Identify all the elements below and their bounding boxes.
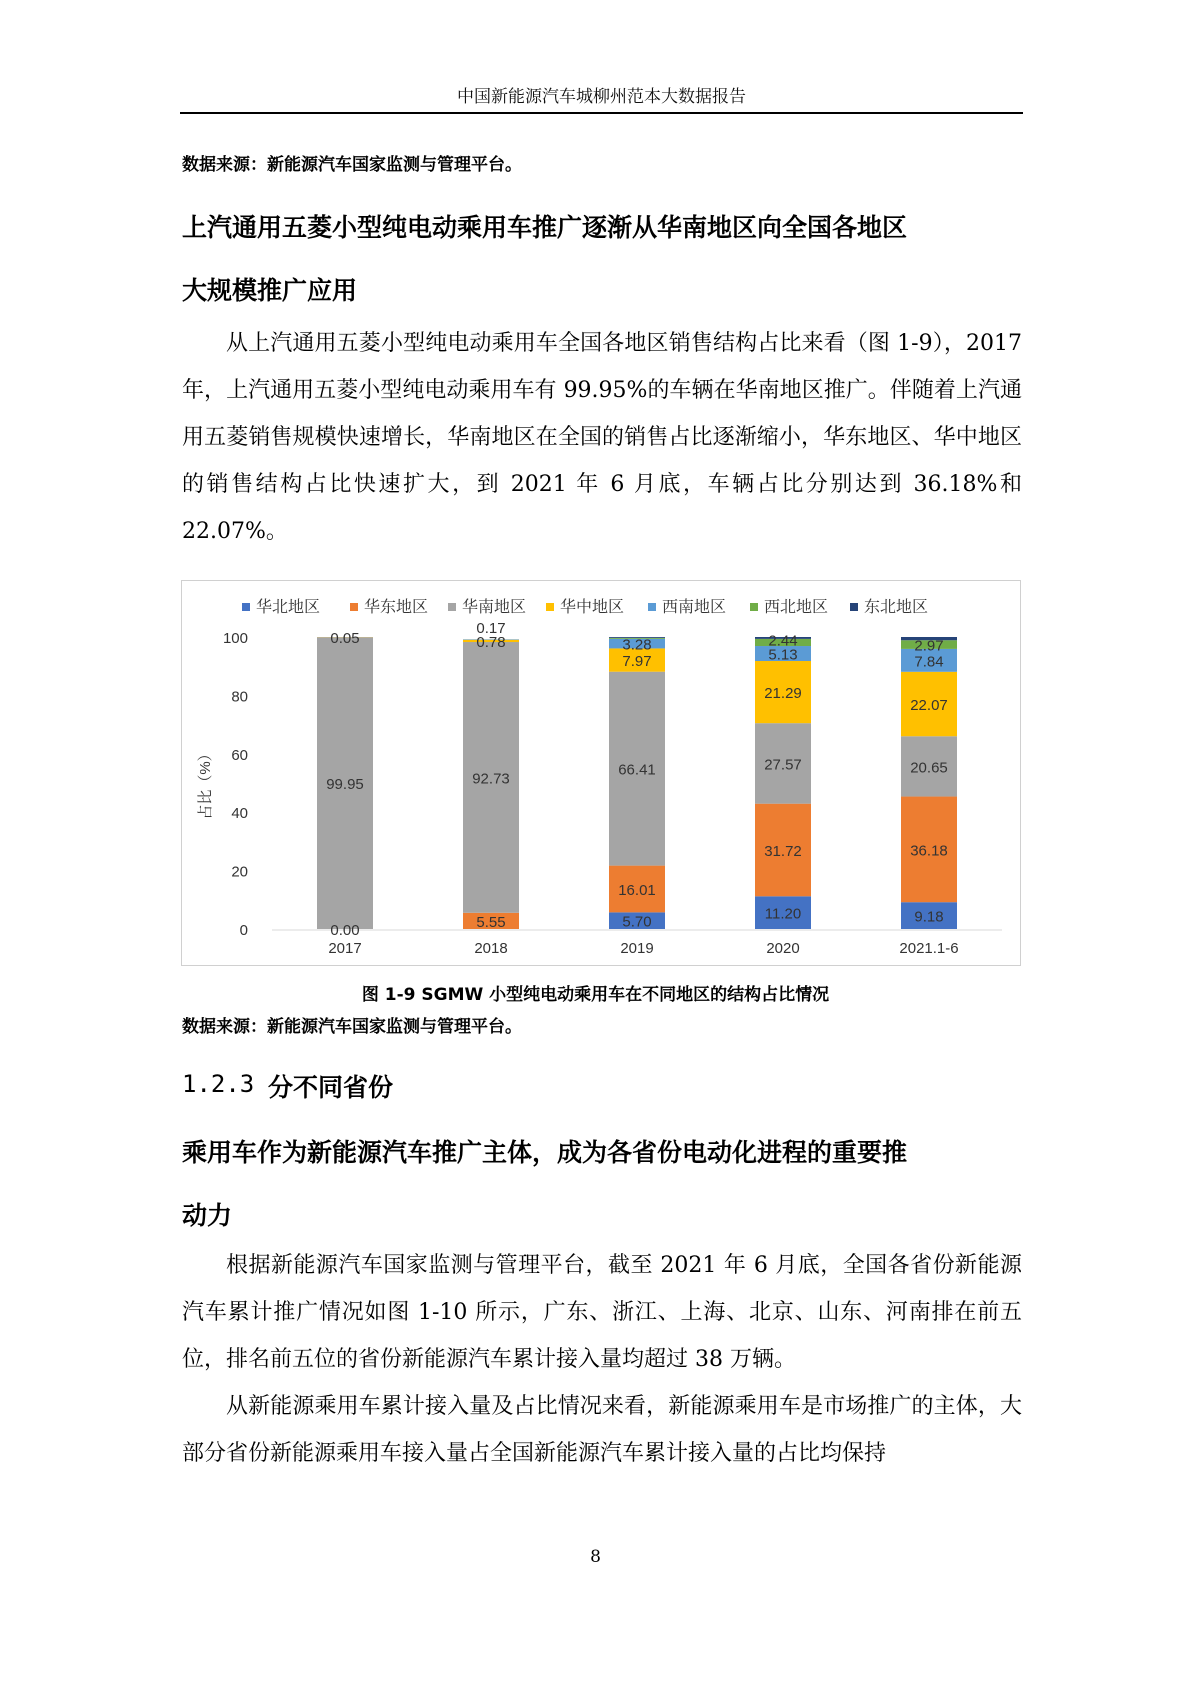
section-title: 分不同省份	[268, 1073, 394, 1102]
x-tick-label: 2021.1-6	[899, 940, 959, 957]
data-label: 16.01	[618, 881, 656, 899]
legend-label: 华东地区	[364, 599, 429, 616]
data-label: 0.00	[330, 922, 360, 939]
paragraph-2: 根据新能源汽车国家监测与管理平台，截至 2021 年 6 月底，全国各省份新能源汽车累计推广情况如图 1-10 所示，广东、浙江、上海、北京、山东、河南排在前五位，排名前五位的省份新能源汽车累计接入量均超过 38 万辆。	[182, 1253, 1022, 1372]
x-tick-label: 2017	[328, 940, 362, 957]
y-tick-label: 100	[222, 630, 248, 647]
figure-caption: 图 1-9 SGMW 小型纯电动乘用车在不同地区的结构占比情况	[361, 985, 830, 1005]
running-header: 中国新能源汽车城柳州范本大数据报告	[457, 87, 746, 107]
data-label: 5.70	[622, 913, 652, 931]
data-label: 66.41	[618, 761, 656, 779]
legend-swatch	[350, 603, 358, 611]
data-label: 0.05	[330, 630, 360, 648]
data-label: 27.57	[764, 756, 802, 774]
chart-svg	[182, 581, 1020, 965]
data-label: 20.65	[910, 759, 948, 777]
paragraph-3: 从新能源乘用车累计接入量及占比情况来看，新能源乘用车是市场推广的主体，大部分省份新能源乘用车接入量占全国新能源汽车累计接入量的占比均保持	[182, 1394, 1022, 1466]
data-label: 2.44	[768, 632, 798, 650]
page-number: 8	[590, 1547, 601, 1567]
data-label: 3.28	[622, 636, 652, 654]
subsection-heading-line2: 动力	[182, 1201, 233, 1230]
legend-label: 西南地区	[662, 599, 727, 616]
data-label: 0.78	[476, 633, 506, 651]
data-source-note-bottom: 数据来源：新能源汽车国家监测与管理平台。	[182, 1017, 522, 1037]
x-tick-label: 2018	[474, 940, 508, 957]
data-label: 21.29	[764, 685, 802, 703]
section-heading-line1: 上汽通用五菱小型纯电动乘用车推广逐渐从华南地区向全国各地区	[182, 213, 908, 242]
legend-label: 华中地区	[560, 599, 625, 616]
y-tick-label: 0	[239, 922, 248, 939]
y-axis-label: 占比（%）	[197, 746, 214, 820]
data-label: 0.17	[476, 619, 506, 637]
data-label: 11.20	[764, 905, 802, 923]
legend-swatch	[546, 603, 554, 611]
stacked-bar-chart	[181, 580, 1021, 966]
section-number: 1.2.3	[182, 1070, 255, 1098]
paragraph-1: 从上汽通用五菱小型纯电动乘用车全国各地区销售结构占比来看（图 1-9），2017 年，上汽通用五菱小型纯电动乘用车有 99.95%的车辆在华南地区推广。伴随着上汽通用五菱销售规模快速增长，华南地区在全国的销售占比逐渐缩小，华东地区、华中地区的销售结构占比快速扩大，到 2021 年 6 月底，车辆占比分别达到 36.18%和 22.07%。	[182, 331, 1022, 544]
data-label: 92.73	[472, 770, 510, 788]
legend-label: 华南地区	[462, 599, 527, 616]
data-label: 36.18	[910, 842, 948, 860]
data-label: 7.84	[914, 653, 944, 671]
y-tick-label: 20	[231, 863, 248, 881]
data-label: 31.72	[764, 842, 802, 860]
y-tick-label: 80	[231, 688, 248, 706]
section-heading-line2: 大规模推广应用	[182, 276, 358, 305]
data-label: 22.07	[910, 697, 948, 715]
subsection-heading-line1: 乘用车作为新能源汽车推广主体，成为各省份电动化进程的重要推	[182, 1138, 908, 1167]
x-tick-label: 2019	[620, 940, 654, 957]
legend-label: 华北地区	[256, 599, 321, 616]
legend-swatch	[242, 603, 250, 611]
data-label: 9.18	[914, 908, 944, 926]
data-label: 2.97	[914, 637, 944, 655]
data-source-note: 数据来源：新能源汽车国家监测与管理平台。	[182, 155, 522, 175]
legend-swatch	[648, 603, 656, 611]
data-label: 5.13	[768, 646, 798, 664]
x-tick-label: 2020	[766, 940, 800, 957]
y-tick-label: 40	[231, 805, 248, 823]
legend-swatch	[750, 603, 758, 611]
data-label: 7.97	[622, 653, 652, 671]
legend-swatch	[448, 603, 456, 611]
legend-swatch	[850, 603, 858, 611]
y-tick-label: 60	[231, 746, 248, 764]
data-label: 99.95	[326, 776, 364, 794]
data-label: 5.55	[476, 913, 506, 931]
legend-label: 西北地区	[764, 599, 829, 616]
header-rule	[180, 112, 1023, 114]
legend-label: 东北地区	[864, 599, 929, 616]
